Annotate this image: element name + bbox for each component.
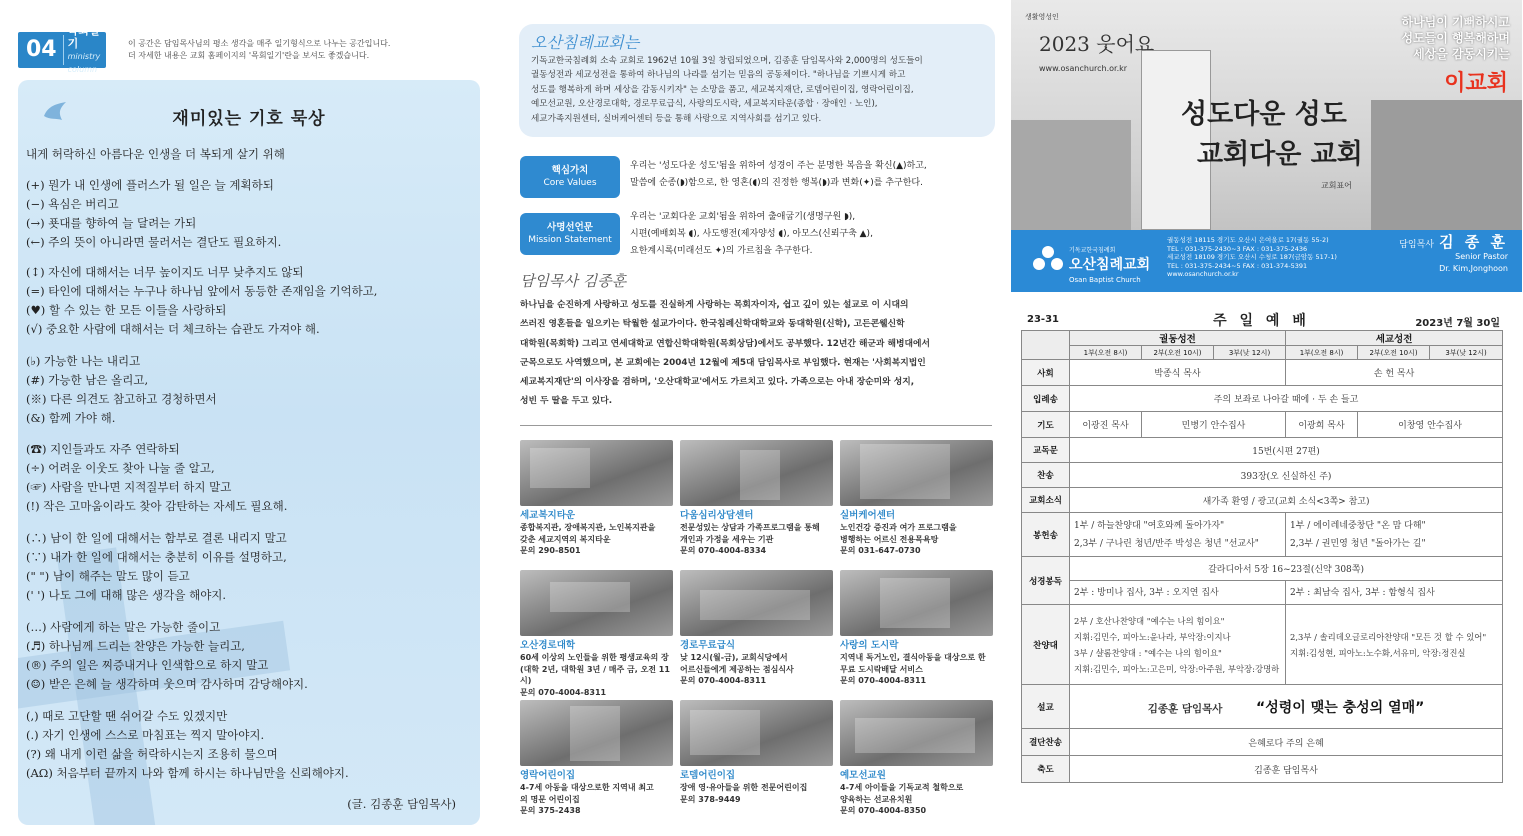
cover-slogan [1401, 14, 1510, 62]
symbol-line: (☺) 받은 은혜 늘 생각하며 웃으며 감사하며 감당해야지. [26, 677, 308, 691]
card-title: 실버케어센터 [840, 510, 896, 521]
church-intro-box [519, 24, 995, 137]
cell-value: 이광진 목사 [1070, 412, 1142, 438]
church-logo-icon [1031, 242, 1065, 276]
ministry-card [520, 700, 673, 817]
service-header: 2부(오전 10시) [1358, 346, 1430, 360]
core-label-en: Core Values [543, 178, 597, 188]
bio-line: 세교복지재단'의 이사장을 겸하며, '오산대학교'에서도 가르치고 있다. 가족으로는 아내 장순미와 성지, [520, 377, 915, 388]
symbol-group [26, 352, 217, 428]
card-title: 다움심리상담센터 [680, 510, 754, 521]
table-row [1022, 438, 1503, 463]
ministry-photo [840, 440, 993, 506]
slogan-line: 하나님이 기뻐하시고 [1401, 15, 1510, 29]
intro-line: 예모선교원, 오산경로대학, 경로무료급식, 사랑의도시락, 세교복지타운(종합 · 장애인 · 노인), [531, 99, 878, 110]
ministry-photo [520, 700, 673, 766]
worship-title: 주 일 예 배 [1213, 313, 1310, 329]
choir-line: 3부 / 샬롬찬양대 : "예수는 나의 힘이요" [1074, 647, 1222, 658]
church-info-bar [1011, 230, 1522, 292]
row-label: 축도 [1022, 756, 1070, 783]
symbol-line: (…) 사람에게 하는 말은 가능한 줄이고 [26, 620, 221, 634]
card-desc: 갖춘 세교지역의 복지타운 [520, 534, 611, 544]
table-row [1022, 557, 1503, 581]
church-name-block [1069, 244, 1150, 287]
symbol-line: (!) 작은 고마움이라도 찾아 감탄하는 자세도 필요해. [26, 499, 288, 513]
mission-line: 우리는 '교회다운 교회'됨을 위하여 출애굽기(생명구원 ◗), [630, 212, 856, 222]
card-contact: 문의 070-4004-8334 [680, 546, 767, 555]
service-header: 1부(오전 8시) [1070, 346, 1142, 360]
table-row [1022, 605, 1503, 685]
card-contact: 문의 070-4004-8311 [840, 676, 927, 685]
core-line: 우리는 '성도다운 성도'됨을 위하여 성경이 주는 분명한 복음을 확신(▲)하고, [630, 161, 927, 171]
table-row [1022, 386, 1503, 412]
card-title: 오산경로대학 [520, 640, 576, 651]
cell-value: 2부 : 방미나 집사, 3부 : 오지연 집사 [1070, 581, 1286, 605]
symbol-line: (☎) 지인들과도 자주 연락하되 [26, 442, 180, 456]
symbol-line: (?) 왜 내게 이런 삶을 허락하시는지 조용히 물으며 [26, 747, 278, 761]
worship-date: 2023년 7월 30일 [1415, 318, 1500, 329]
address-line: 세교성전 18109 경기도 오산시 수청로 187(금암동 517-1) [1167, 253, 1337, 261]
address-line: TEL : 031-375-2430~3 FAX : 031-375-2436 [1167, 244, 1308, 253]
symbol-line: (∵) 내가 한 일에 대해서는 충분히 이유를 설명하고, [26, 550, 287, 564]
cell-value: 393장(오 신실하신 주) [1070, 463, 1503, 488]
table-row [1022, 685, 1503, 729]
row-label: 기도 [1022, 412, 1070, 438]
bio-line: 하나님을 순진하게 사랑하고 성도를 진실하게 사랑하는 목회자이자, 쉽고 깊이 있는 설교로 이 시대의 [520, 300, 909, 310]
slogan-logo: 이교회 [1444, 70, 1508, 96]
column-intro: 내게 허락하신 아름다운 인생을 더 복되게 살기 위해 [26, 147, 285, 161]
symbol-line: (♬) 하나님께 드리는 찬양은 가능한 늘리고, [26, 639, 245, 653]
motto-line-2: 교회다운 교회 [1197, 139, 1363, 170]
column-header [18, 24, 480, 74]
symbol-line: (♥) 할 수 있는 한 모든 이들을 사랑하되 [26, 303, 227, 317]
card-desc: 4-7세 아동을 대상으로한 지역내 최고 [520, 783, 654, 792]
cell-value: 박종식 목사 [1070, 360, 1286, 386]
ministry-card [840, 700, 993, 817]
sermon-title: “성령이 맺는 충성의 열매” [1256, 699, 1425, 716]
ministry-card [840, 570, 993, 687]
ministry-card [680, 700, 833, 805]
symbol-line: (♭) 가능한 나는 내리고 [26, 354, 141, 368]
card-desc: 의 명문 어린이집 [520, 794, 580, 804]
mission-label-en: Mission Statement [528, 235, 612, 245]
ministry-photo [520, 440, 673, 506]
symbol-group [26, 263, 377, 339]
core-label: 핵심가치 [551, 165, 589, 176]
building-shape [1371, 100, 1522, 230]
offering-line: 2,3부 / 권민영 청년 "돌아가는 길" [1290, 538, 1426, 549]
symbol-line: (=) 타인에 대해서는 누구나 하나님 앞에서 동등한 존재임을 기억하고, [26, 284, 378, 298]
cell-value: 갈라디아서 5장 16~23절(신약 308쪽) [1070, 557, 1503, 581]
intro-line: 궐동성전과 세교성전을 통하여 하나님의 나라를 섬기는 믿음의 공동체이다. "하나님을 기쁘시게 하고 [531, 70, 906, 81]
row-label: 결단찬송 [1022, 729, 1070, 756]
symbol-line: (.) 자기 인생에 스스로 마침표는 찍지 말아야지. [26, 728, 265, 742]
card-contact: 문의 070-4004-8350 [840, 806, 927, 815]
cell-value: 새가족 환영 / 광고(교회 소식<3쪽> 참고) [1070, 488, 1503, 513]
card-title: 영락어린이집 [520, 770, 576, 781]
mission-line: 시편(예배회복 ◖), 사도행전(제자양성 ◖), 아모스(신뢰구축 ▲), [630, 229, 873, 239]
symbol-group [26, 176, 281, 252]
symbol-group [26, 707, 349, 783]
address-line: www.osanchurch.or.kr [1167, 270, 1239, 278]
church-intro-text [531, 54, 983, 126]
symbol-line: (+) 뭔가 내 인생에 플러스가 될 일은 늘 계획하되 [26, 178, 274, 192]
symbol-group [26, 618, 308, 694]
cell-value: 손 헌 목사 [1286, 360, 1503, 386]
pastor-bio [520, 296, 992, 412]
slogan-line: 성도들이 행복해하며 [1401, 31, 1510, 45]
desc-line: 더 자세한 내용은 교회 홈페이지의 '목회일기'란을 보셔도 좋겠습니다. [128, 51, 370, 60]
table-row [1022, 360, 1503, 386]
bio-line: 대학원(목회학) 그리고 연세대학교 연합신학대학원(목회상담)에서도 공부했다. 12년간 해군과 해병대에서 [520, 338, 931, 349]
cover-small-label: 생활영성인 [1025, 13, 1059, 21]
bio-line: 성빈 두 딸을 두고 있다. [520, 396, 613, 407]
badge-sub: ministry column [67, 52, 101, 74]
ministry-card [680, 440, 833, 557]
row-label: 설교 [1022, 685, 1070, 729]
address-line: TEL : 031-375-2434~5 FAX : 031-374-5391 [1167, 261, 1308, 270]
pastor-label: 담임목사 [1399, 240, 1434, 250]
symbol-line: (#) 가능한 남은 올리고, [26, 373, 149, 387]
ministry-card [520, 570, 673, 698]
card-contact: 문의 070-4004-8311 [680, 676, 767, 685]
intro-line: 기독교한국침례회 소속 교회로 1962년 10월 3일 창립되었으며, 김종훈 담임목사와 2,000명의 성도들이 [531, 56, 923, 66]
service-header: 1부(오전 8시) [1286, 346, 1358, 360]
card-desc: 양육하는 선교유치원 [840, 794, 913, 804]
symbol-line: (↕) 자신에 대해서는 너무 높이지도 너무 낮추지도 않되 [26, 265, 304, 279]
intro-line: 성도를 행복하게 하며 세상을 감동시키자" 는 소망을 품고, 세교복지재단, 로뎀어린이집, 영락어린이집, [531, 84, 914, 95]
table-row [1022, 729, 1503, 756]
senior-pastor [1399, 233, 1508, 275]
row-label: 성경봉독 [1022, 557, 1070, 605]
card-desc: 병행하는 어르신 전용목욕탕 [840, 534, 939, 544]
card-contact: 문의 375-2438 [520, 806, 581, 815]
pastor-name-en: Dr. Kim,Jonghoon [1439, 264, 1508, 273]
bio-line: 군목으로도 사역했으며, 본 교회에는 2004년 12월에 제5대 담임목사로 부임했다. 현재는 '사회복지법인 [520, 357, 926, 368]
ministry-photo [520, 570, 673, 636]
card-desc: 노인건강 증진과 여가 프로그램을 [840, 523, 957, 532]
mission-label: 사명선언문 [547, 222, 593, 233]
pastor-name: 김 종 훈 [1439, 233, 1508, 251]
card-desc: 무료 도시락배달 서비스 [840, 664, 923, 674]
divider [520, 425, 992, 426]
sermon-cell [1070, 685, 1503, 729]
worship-order-table [1021, 330, 1503, 783]
badge-number: 04 [18, 35, 64, 65]
mission-badge [520, 213, 620, 255]
church-address [1167, 236, 1337, 279]
table-row [1022, 756, 1503, 783]
mission-text [630, 209, 992, 260]
cell-value: 은혜로다 주의 은혜 [1070, 729, 1503, 756]
card-desc: 전문성있는 상담과 가족프로그램을 통해 [680, 523, 820, 532]
cell-value [1286, 513, 1503, 557]
offering-line: 1부 / 하늘찬양대 "여호와께 돌아가자" [1074, 520, 1225, 531]
choir-line: 지휘:김민수, 피아노:윤나라, 부악장:이지나 [1074, 631, 1231, 642]
ministry-photo [840, 700, 993, 766]
motto-line-1: 성도다운 성도 [1181, 99, 1347, 130]
table-row [1022, 488, 1503, 513]
ministry-card [520, 440, 673, 557]
table-row [1022, 581, 1503, 605]
cell-value [1070, 605, 1286, 685]
choir-line: 지휘:김성현, 피아노:노수화,서유미, 악장:정진실 [1290, 647, 1466, 658]
card-contact: 문의 070-4004-8311 [520, 687, 607, 697]
table-row [1022, 463, 1503, 488]
row-label: 찬송 [1022, 463, 1070, 488]
choir-line: 2,3부 / 솔리데오글로리아찬양대 "모든 것 할 수 있어" [1290, 631, 1487, 642]
card-title: 세교복지타운 [520, 510, 576, 521]
card-desc: 어르신들에게 제공하는 점심식사 [680, 664, 794, 674]
symbol-line: (" ") 남이 해주는 말도 많이 듣고 [26, 569, 190, 583]
row-label: 찬양대 [1022, 605, 1070, 685]
core-values-text [630, 158, 992, 192]
row-label: 봉헌송 [1022, 513, 1070, 557]
bio-line: 쓰러진 영혼들을 일으키는 탁월한 설교가이다. 한국침례신학대학교와 동대학원(신학), 고든콘웰신학 [520, 319, 905, 330]
ministry-photo [840, 570, 993, 636]
mission-line: 요한계시록(미래선도 ✦)의 가르침을 추구한다. [630, 246, 813, 256]
bulletin-number: 23-31 [1027, 314, 1059, 325]
symbol-line: (√) 중요한 사람에 대해서는 더 체크하는 습관도 가져야 해. [26, 322, 320, 336]
card-desc: 60세 이상의 노인들을 위한 평생교육의 장 [520, 653, 669, 662]
site-header: 세교성전 [1286, 331, 1503, 346]
cell-value [1070, 513, 1286, 557]
address-line: 궐동성전 18115 경기도 오산시 은여울로 17(궐동 55-2) [1167, 236, 1329, 244]
card-title: 경로무료급식 [680, 640, 736, 651]
column-box [18, 80, 480, 825]
ministry-photo [680, 440, 833, 506]
bulletin-cover [1011, 0, 1522, 292]
denomination: 기독교한국침례회 [1069, 247, 1116, 254]
row-label: 교회소식 [1022, 488, 1070, 513]
symbol-line: (∴) 남이 한 일에 대해서는 함부로 결론 내리지 말고 [26, 531, 287, 545]
card-contact: 문의 290-8501 [520, 546, 581, 555]
card-title: 예모선교원 [840, 770, 886, 781]
building-shape [1011, 120, 1131, 230]
card-desc: 개인과 가정을 세우는 기관 [680, 534, 774, 544]
symbol-line: (&) 함께 가야 해. [26, 411, 116, 425]
service-header: 3부(낮 12시) [1430, 346, 1503, 360]
choir-line: 지휘:김민수, 피아노:고은미, 악장:아주원, 부악장:강명하 [1074, 663, 1280, 674]
worship-header [1021, 312, 1502, 330]
row-label: 교독문 [1022, 438, 1070, 463]
service-header: 2부(오전 10시) [1142, 346, 1214, 360]
symbol-line: (,) 때로 고단할 땐 쉬어갈 수도 있겠지만 [26, 709, 228, 723]
corner-cell [1022, 331, 1070, 360]
column-signature: (글. 김종훈 담임목사) [347, 797, 456, 811]
cell-value [1286, 605, 1503, 685]
card-desc: 장애 영·유아들을 위한 전문어린이집 [680, 783, 808, 792]
intro-line: 세교가족지원센터, 실버케어센터 등을 통해 사랑으로 지역사회를 섬기고 있다. [531, 113, 822, 124]
card-desc: 종합복지관, 장애복지관, 노인복지관을 [520, 523, 656, 532]
cell-value: 주의 보좌로 나아갈 때에 · 두 손 들고 [1070, 386, 1503, 412]
cell-value: 김종훈 담임목사 [1070, 756, 1503, 783]
symbol-line: (' ') 나도 그에 대해 많은 생각을 해야지. [26, 588, 227, 602]
card-desc: 4-7세 아이들을 기독교적 철학으로 [840, 783, 964, 792]
card-title: 사랑의 도시락 [840, 640, 899, 651]
symbol-line: (※) 다른 의견도 참고하고 경청하면서 [26, 392, 217, 406]
cell-value: 민병기 안수집사 [1142, 412, 1286, 438]
offering-line: 1부 / 에이레네중창단 "온 맘 다해" [1290, 520, 1426, 531]
column-description [128, 38, 478, 62]
card-desc: (대학 2년, 대학원 3년 / 매주 금, 오전 11시) [520, 664, 670, 685]
symbol-line: (☞) 사람을 만나면 지적질부터 하지 말고 [26, 480, 232, 494]
sermon-preacher: 김종훈 담임목사 [1147, 702, 1223, 715]
desc-line: 이 공간은 담임목사님의 평소 생각을 매주 일기형식으로 나누는 공간입니다. [128, 39, 391, 48]
card-contact: 문의 378-9449 [680, 794, 741, 804]
church-name: 오산침례교회 [1069, 257, 1151, 273]
motto-caption: 교회표어 [1321, 181, 1352, 190]
row-label: 사회 [1022, 360, 1070, 386]
symbol-line: (®) 주의 일은 찌증내거나 인색함으로 하지 말고 [26, 658, 269, 672]
card-title: 로뎀어린이집 [680, 770, 736, 781]
pastor-title-en: Senior Pastor [1455, 252, 1508, 261]
slogan-line: 세상을 감동시키는 [1413, 47, 1510, 61]
card-contact: 문의 031-647-0730 [840, 546, 921, 555]
symbol-line: (→) 푯대를 향하여 늘 달려는 가되 [26, 216, 197, 230]
symbol-line: (AΩ) 처음부터 끝까지 나와 함께 하시는 하나님만을 신뢰해야지. [26, 766, 349, 780]
core-values-badge [520, 156, 620, 198]
column-badge [18, 24, 106, 74]
card-desc: 지역내 독거노인, 결식아동을 대상으로 한 [840, 653, 986, 662]
site-header: 궐동성전 [1070, 331, 1286, 346]
cell-value: 15번(시편 27편) [1070, 438, 1503, 463]
core-line: 말씀에 순종(◗)함으로, 한 영혼(◖)의 진정한 행복(◗)과 변화(✦)를 추구한다. [630, 178, 923, 188]
table-row [1022, 513, 1503, 557]
ministry-card [680, 570, 833, 687]
column-title: 재미있는 기호 묵상 [172, 109, 326, 129]
symbol-line: (−) 욕심은 버리고 [26, 197, 119, 211]
choir-line: 2부 / 호산나찬양대 "예수는 나의 힘이요" [1074, 615, 1225, 626]
symbol-line: (÷) 어려운 이웃도 찾아 나눌 줄 알고, [26, 461, 215, 475]
church-name-en: Osan Baptist Church [1069, 276, 1141, 284]
cover-year-logo: 2023 웃어요 [1039, 32, 1155, 56]
cell-value: 2부 : 최남숙 집사, 3부 : 함형식 집사 [1286, 581, 1503, 605]
service-header: 3부(낮 12시) [1214, 346, 1286, 360]
symbol-group [26, 440, 287, 516]
pastor-title: 담임목사 김종훈 [520, 272, 627, 290]
offering-line: 2,3부 / 구나린 청년/반주 박성은 청년 "선교사" [1074, 538, 1259, 549]
church-intro-title: 오산침례교회는 [531, 33, 640, 52]
ministry-card [840, 440, 993, 557]
card-desc: 낮 12시(월-금), 교회식당에서 [680, 653, 788, 662]
cover-url: www.osanchurch.or.kr [1039, 64, 1128, 73]
symbol-group [26, 529, 287, 605]
row-label: 입례송 [1022, 386, 1070, 412]
table-row [1022, 412, 1503, 438]
cell-value: 이창영 안수집사 [1358, 412, 1503, 438]
ministry-photo [680, 570, 833, 636]
cell-value: 이광희 목사 [1286, 412, 1358, 438]
ministry-photo [680, 700, 833, 766]
symbol-line: (←) 주의 뜻이 아니라면 물러서는 결단도 필요하지. [26, 235, 282, 249]
badge-label: 목회일기 [67, 24, 100, 50]
